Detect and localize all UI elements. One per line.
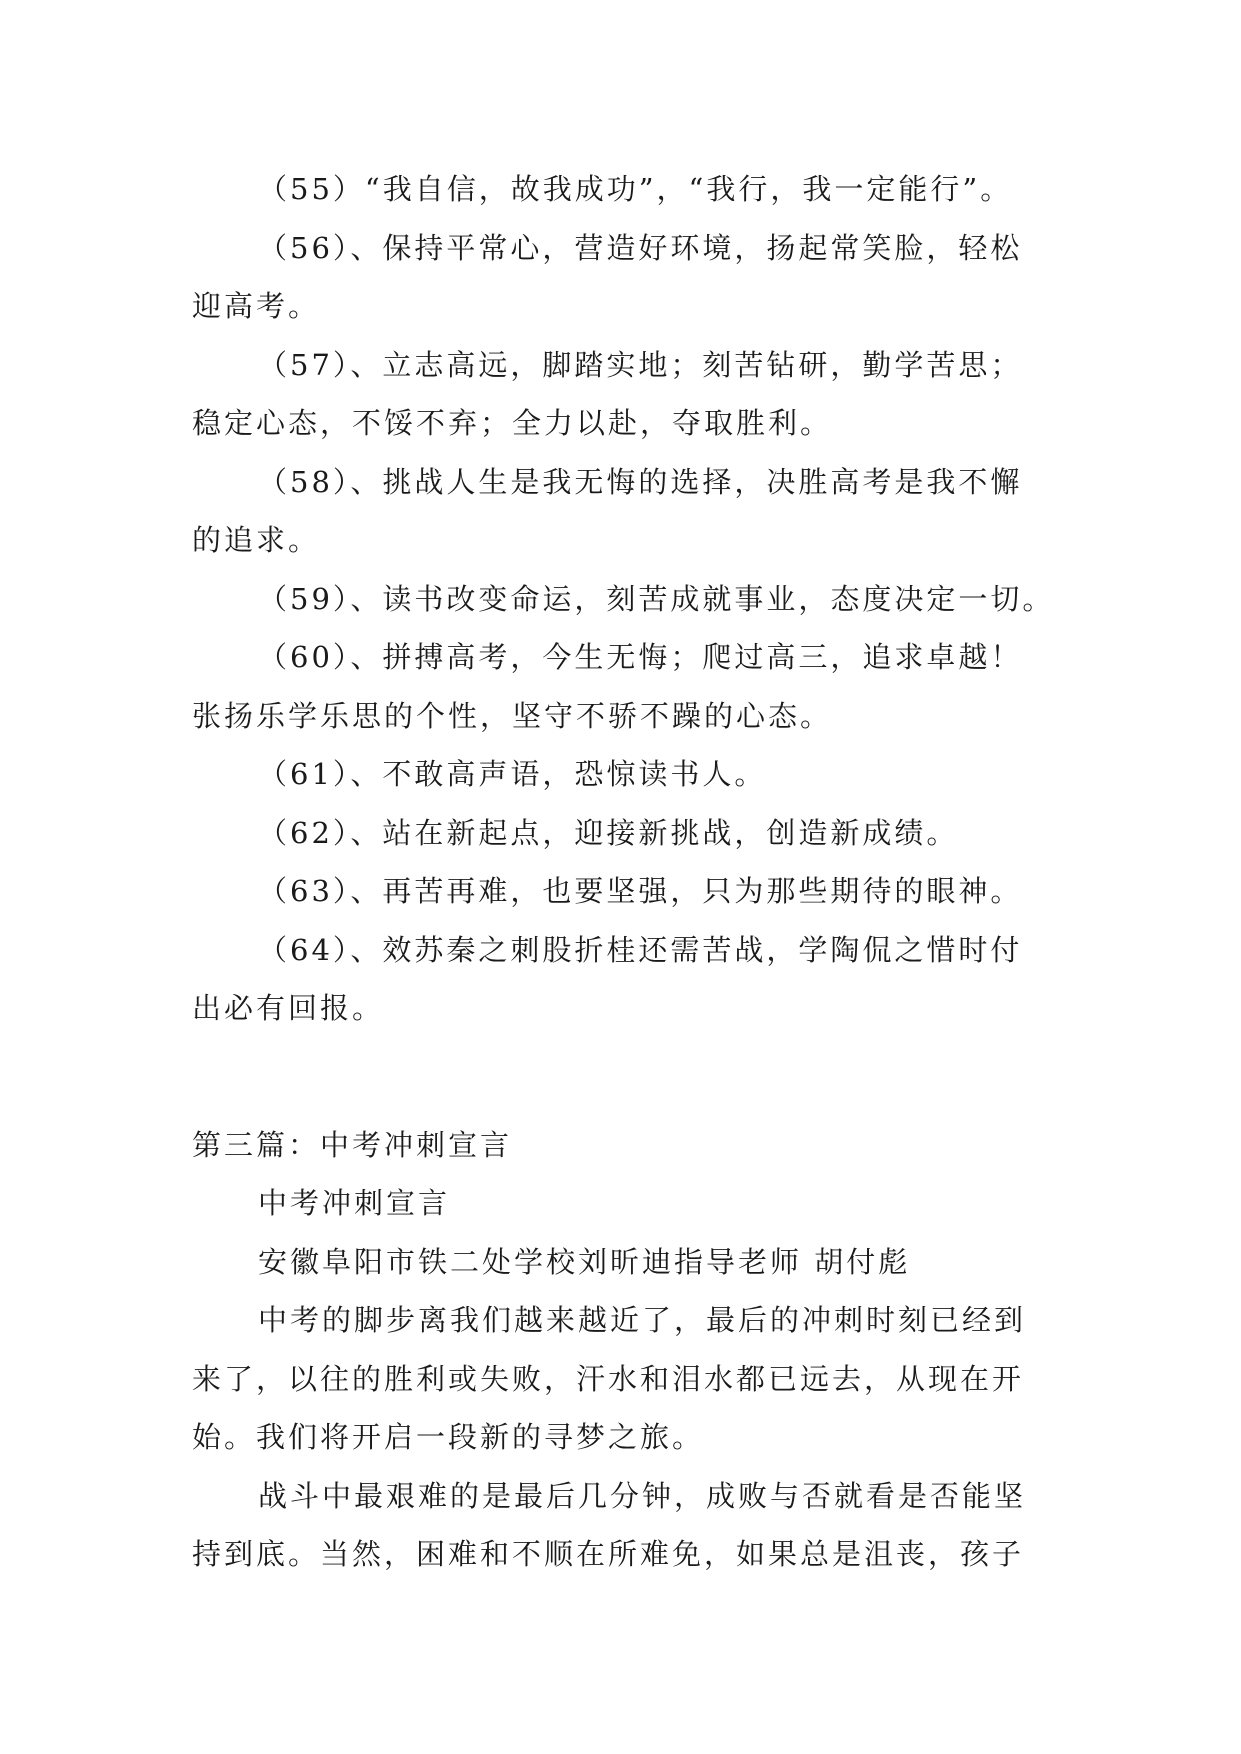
body-line: 始。我们将开启一段新的寻梦之旅。 bbox=[192, 1420, 705, 1454]
paragraph-line: （57）、立志高远，脚踏实地；刻苦钻研，勤学苦思； bbox=[258, 347, 1023, 382]
paragraph-line: 出必有回报。 bbox=[192, 991, 385, 1025]
paragraph-line: 稳定心态，不馁不弃；全力以赴，夺取胜利。 bbox=[192, 406, 833, 440]
body-line: 持到底。当然，困难和不顺在所难免，如果总是沮丧，孩子 bbox=[192, 1537, 1025, 1571]
paragraph-line: （61）、不敢高声语，恐惊读书人。 bbox=[258, 757, 767, 791]
paragraph-line: （62）、站在新起点，迎接新挑战，创造新成绩。 bbox=[258, 815, 959, 850]
paragraph-line: （63）、再苦再难，也要坚强，只为那些期待的眼神。 bbox=[258, 874, 1023, 908]
document-content bbox=[192, 160, 1062, 1584]
article-title: 中考冲刺宣言 bbox=[258, 1186, 451, 1220]
paragraph-line: （55）“我自信，故我成功”，“我行，我一定能行”。 bbox=[258, 172, 1013, 206]
paragraph-line: （56）、保持平常心，营造好环境，扬起常笑脸，轻松 bbox=[258, 230, 1023, 265]
paragraph-line: 迎高考。 bbox=[192, 289, 321, 323]
paragraph-line: 张扬乐学乐思的个性，坚守不骄不躁的心态。 bbox=[192, 698, 833, 733]
body-line: 来了，以往的胜利或失败，汗水和泪水都已远去，从现在开 bbox=[192, 1361, 1025, 1396]
byline: 安徽阜阳市铁二处学校刘昕迪指导老师 胡付彪 bbox=[258, 1244, 911, 1279]
paragraph-line: 的追求。 bbox=[192, 523, 321, 557]
paragraph-line: （64）、效苏秦之刺股折桂还需苦战，学陶侃之惜时付 bbox=[258, 932, 1023, 967]
section-heading: 第三篇：中考冲刺宣言 bbox=[192, 1127, 513, 1162]
body-line: 战斗中最艰难的是最后几分钟，成败与否就看是否能坚 bbox=[258, 1478, 1027, 1513]
paragraph-line: （59）、读书改变命运，刻苦成就事业，态度决定一切。 bbox=[258, 581, 1055, 616]
section-spacer bbox=[192, 1038, 1062, 1116]
paragraph-line: （60）、拼搏高考，今生无悔；爬过高三，追求卓越！ bbox=[258, 640, 1023, 674]
body-line: 中考的脚步离我们越来越近了，最后的冲刺时刻已经到 bbox=[258, 1303, 1027, 1337]
paragraph-line: （58）、挑战人生是我无悔的选择，决胜高考是我不懈 bbox=[258, 464, 1023, 499]
